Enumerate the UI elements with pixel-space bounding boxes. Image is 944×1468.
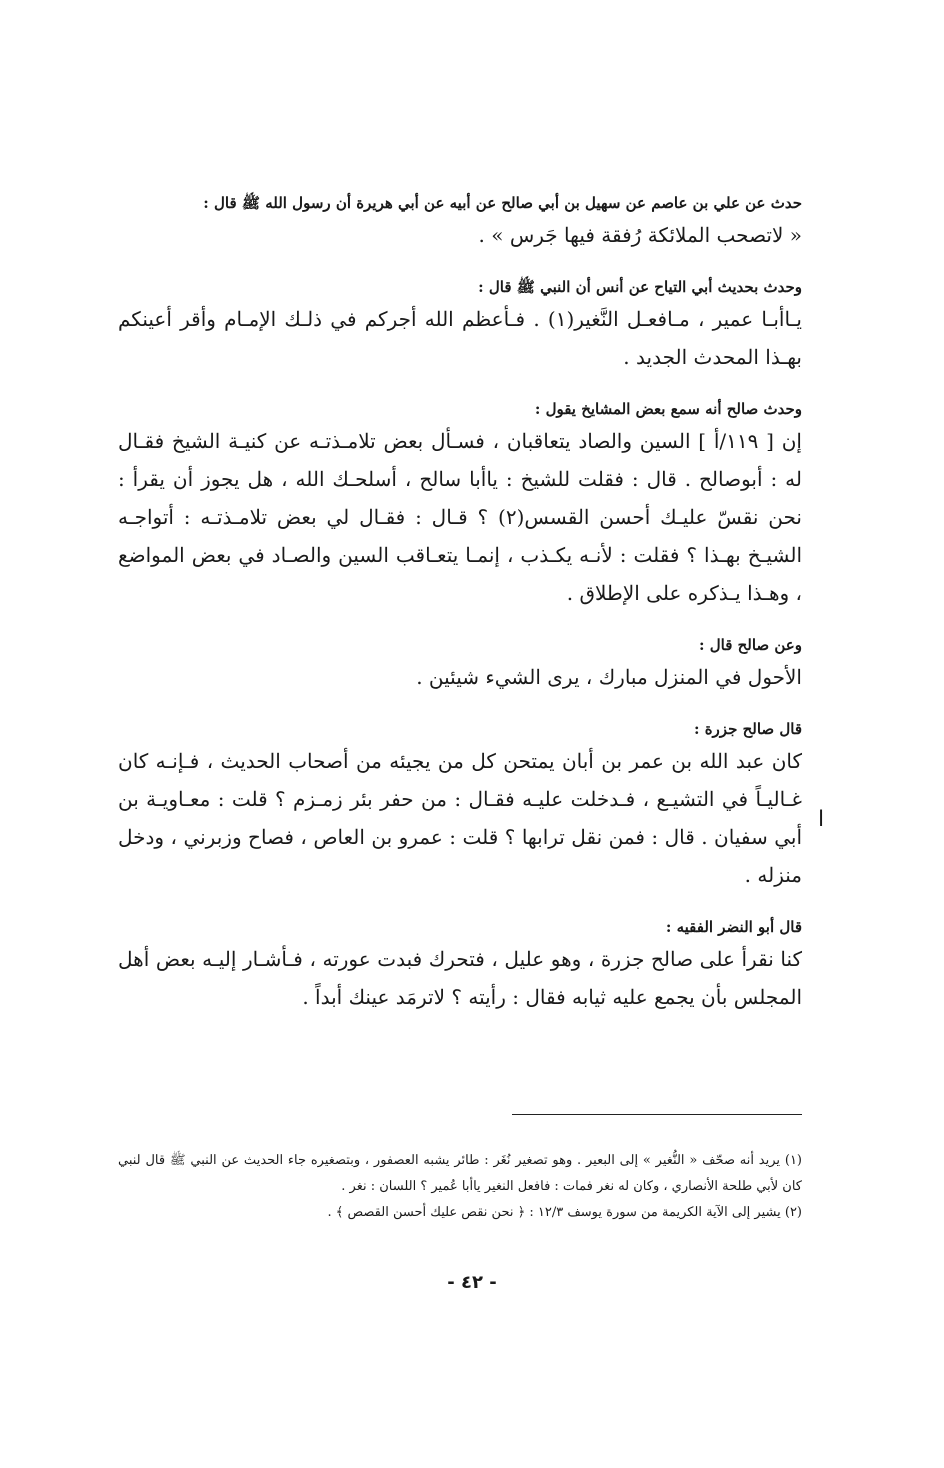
page-number: - ٤٢ - xyxy=(447,1272,497,1293)
footnote-separator xyxy=(512,1114,802,1115)
section-body: « لاتصحب الملائكة رُفقة فيها جَرس » . xyxy=(478,223,802,247)
section-3 xyxy=(118,396,802,612)
footnotes xyxy=(118,1148,802,1226)
section-body: إن [ ١١٩/أ ] السين والصاد يتعاقبان ، فسـأل بعض تلامـذتـه عن كنيـة الشيخ فقـال له : أبوصالح . قال : فقلت للشيخ : ياأبا سالح ، أسلحـك الله ، هل يجوز أن يقرأ : نحن نقسّ عليـك أحسن القسس(٢) ؟ قـال : فقـال لي بعض تلامـذتـه : أتواجـه الشيـخ بهـذا ؟ فقلت : لأنـه يكـذب ، إنمـا يتعـاقب السين والصـاد في بعض المواضع ، وهـذا يـذكره على الإطلاق . xyxy=(118,429,802,605)
section-1 xyxy=(118,190,802,254)
section-lead: قال صالح جزرة : xyxy=(693,720,802,738)
section-body: كنا نقرأ على صالح جزرة ، وهو عليل ، فتحرك فبدت عورته ، فـأشـار إليـه بعض أهل المجلس بأن يجمع عليه ثيابه فقال : رأيته ؟ لاترمَد عينك أبداً . xyxy=(118,947,802,1009)
section-lead: وحدث صالح أنه سمع بعض المشايخ يقول : xyxy=(534,400,802,418)
section-2 xyxy=(118,274,802,376)
section-body: كان عبد الله بن عمر بن أبان يمتحن كل من يجيئه من أصحاب الحديث ، فـإنـه كان غـاليـاً في التشيـع ، فـدخلت عليـه فقـال : من حفر بئر زمـزم ؟ قلت : معـاويـة بن أبي سفيان . قال : فمن نقل ترابها ؟ قلت : عمرو بن العاص ، فصاح وزبرني ، ودخل منزله . xyxy=(118,749,802,887)
section-6 xyxy=(118,914,802,1016)
section-body: الأحول في المنزل مبارك ، يرى الشيء شيئين . xyxy=(416,665,802,689)
section-lead: وحدث بحديث أبي التياح عن أنس أن النبي ﷺ قال : xyxy=(478,278,802,296)
section-4 xyxy=(118,632,802,696)
section-lead: وعن صالح قال : xyxy=(698,636,802,654)
footnote-2: (٢) يشير إلى الآية الكريمة من سورة يوسف ١٢/٣ : ﴿ نحن نقص عليك أحسن القصص ﴾ . xyxy=(327,1205,802,1220)
section-lead: قال أبو النضر الفقيه : xyxy=(665,918,802,936)
section-lead: حدث عن علي بن عاصم عن سهيل بن أبي صالح عن أبيه عن أبي هريرة أن رسول الله ﷺ قال : xyxy=(203,194,802,212)
section-body: يـاأبـا عمير ، مـافعـل النَّغير(١) . فـأعظم الله أجركم في ذلـك الإمـام وأقر أعينكم بهـذا المحدث الجديد . xyxy=(118,307,802,369)
margin-mark: ا xyxy=(818,807,825,832)
footnote-1: (١) يريد أنه صحّف « النُّغير » إلى البعير . وهو تصغير نُغَر : طائر يشبه العصفور ، وبتصغيره جاء الحديث عن النبي ﷺ قال لنبي كان لأبي طلحة الأنصاري ، وكان له نغر فمات : فافعل النغير ياأبا عُمير ؟ اللسان : نغر . xyxy=(118,1153,802,1194)
section-5 xyxy=(118,716,802,894)
main-text-column xyxy=(118,190,802,1036)
